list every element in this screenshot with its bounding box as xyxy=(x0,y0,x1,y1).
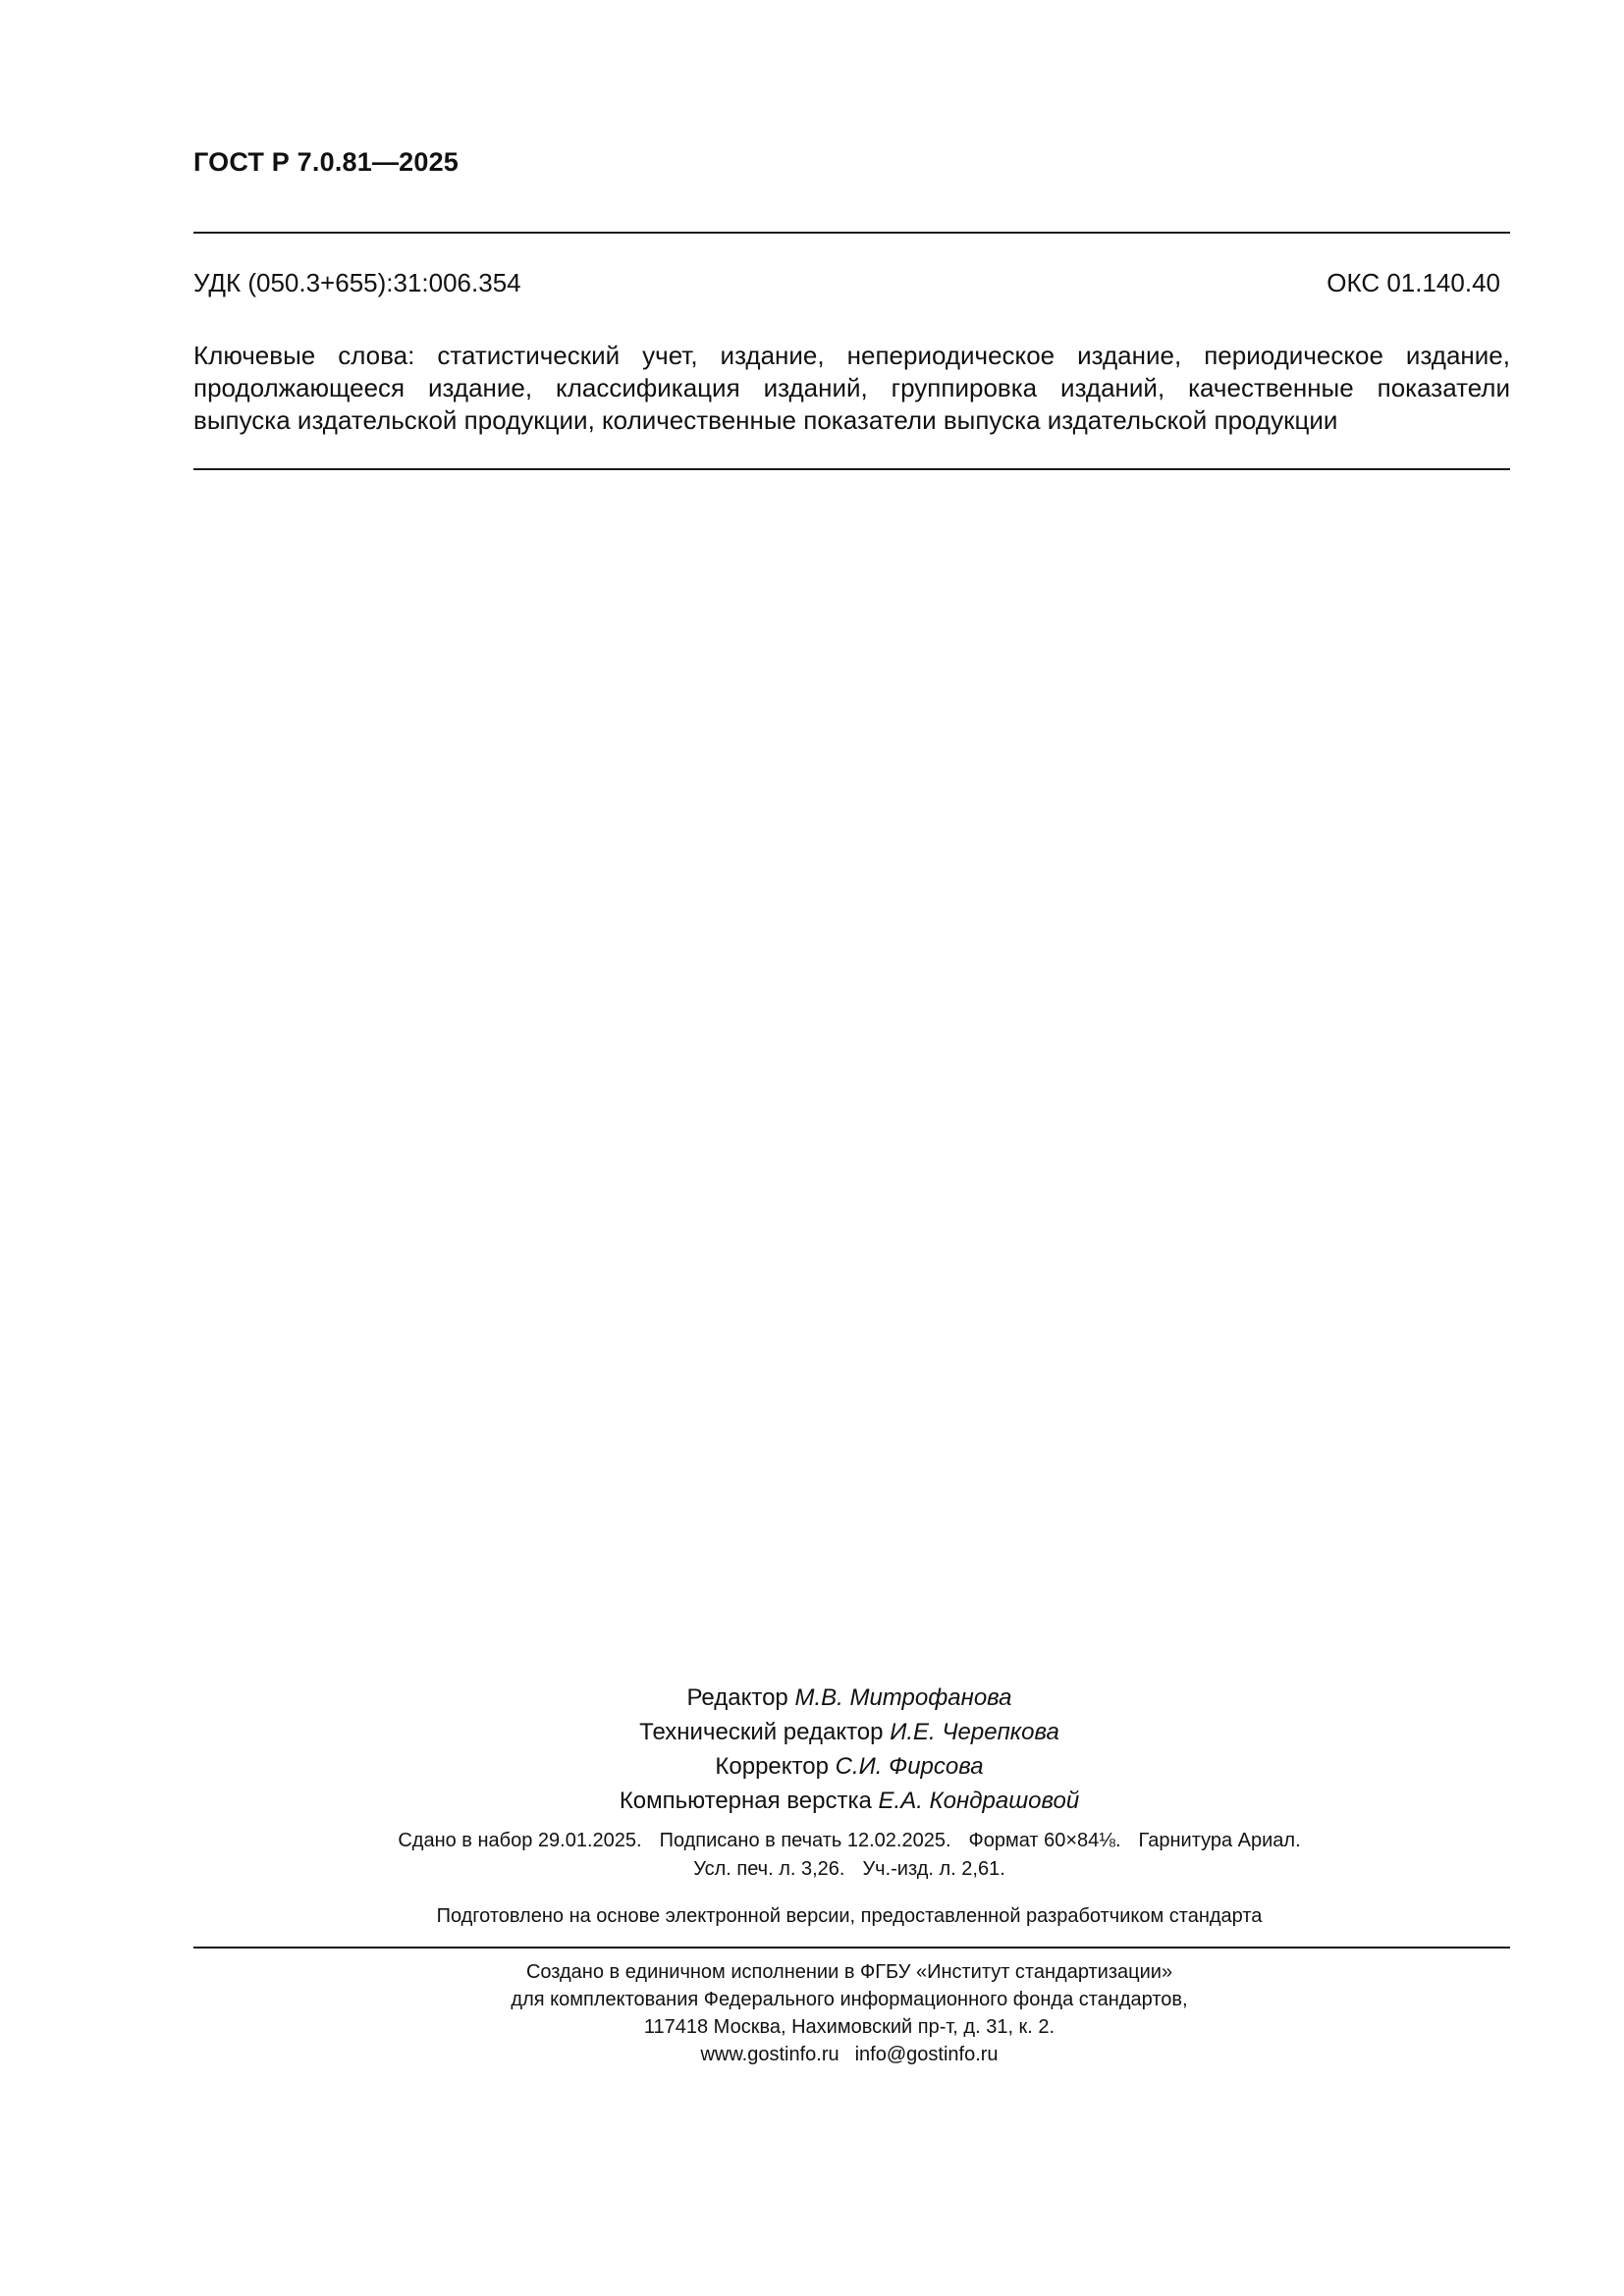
email-link[interactable]: info@gostinfo.ru xyxy=(854,2044,999,2065)
created-line-1: Создано в единичном исполнении в ФГБУ «Институт стандартизации» xyxy=(525,1961,1173,1983)
paper-format: Формат 60×84⅛. xyxy=(968,1830,1121,1851)
website-link[interactable]: www.gostinfo.ru xyxy=(700,2044,839,2065)
oks-code: ОКС 01.140.40 xyxy=(1326,268,1500,297)
keywords-line-1: Ключевые слова: статистический учет, издание, непериодическое издание, периодическое издание, xyxy=(193,341,1510,370)
credit-editor xyxy=(0,1681,1624,1715)
submitted-date: Сдано в набор 29.01.2025. xyxy=(398,1830,642,1851)
top-divider xyxy=(193,232,1510,234)
print-info-line-1 xyxy=(0,1827,1624,1855)
print-sheets: Усл. печ. л. 3,26. xyxy=(693,1858,845,1880)
print-info-line-2 xyxy=(0,1855,1624,1884)
keywords-divider xyxy=(193,468,1510,470)
keywords-line-3: выпуска издательской продукции, количественные показатели выпуска издательской продукции xyxy=(193,405,1338,435)
credit-role: Редактор xyxy=(686,1684,788,1711)
standard-code: ГОСТ Р 7.0.81—2025 xyxy=(193,147,460,177)
signed-date: Подписано в печать 12.02.2025. xyxy=(659,1830,951,1851)
credit-role: Компьютерная верстка xyxy=(619,1788,872,1814)
credit-person: М.В. Митрофанова xyxy=(794,1684,1012,1711)
footer-divider xyxy=(193,1947,1510,1949)
created-line-2: для комплектования Федерального информационного фонда стандартов, xyxy=(511,1989,1188,2010)
prepared-note: Подготовлено на основе электронной версии, предоставленной разработчиком стандарта xyxy=(436,1905,1263,1927)
credit-person: С.И. Фирсова xyxy=(835,1753,984,1780)
credit-proofreader xyxy=(0,1749,1624,1784)
print-info-block xyxy=(0,1827,1624,1884)
typeface: Гарнитура Ариал. xyxy=(1138,1830,1301,1851)
keywords-paragraph xyxy=(193,340,1510,437)
credit-person: Е.А. Кондрашовой xyxy=(878,1788,1080,1814)
contacts-line xyxy=(0,2041,1624,2068)
credit-person: И.Е. Черепкова xyxy=(890,1719,1059,1745)
keywords-line-2: продолжающееся издание, классификация изданий, группировка изданий, качественные показатели xyxy=(193,373,1510,402)
created-block xyxy=(0,1958,1624,2068)
credit-technical-editor xyxy=(0,1715,1624,1749)
udk-code: УДК (050.3+655):31:006.354 xyxy=(193,268,521,297)
credit-role: Технический редактор xyxy=(639,1719,884,1745)
publisher-sheets: Уч.-изд. л. 2,61. xyxy=(862,1858,1005,1880)
credit-layout xyxy=(0,1784,1624,1818)
created-line-3: 117418 Москва, Нахимовский пр-т, д. 31, к. 2. xyxy=(643,2016,1056,2038)
credit-role: Корректор xyxy=(715,1753,829,1780)
credits-block xyxy=(0,1681,1624,1818)
